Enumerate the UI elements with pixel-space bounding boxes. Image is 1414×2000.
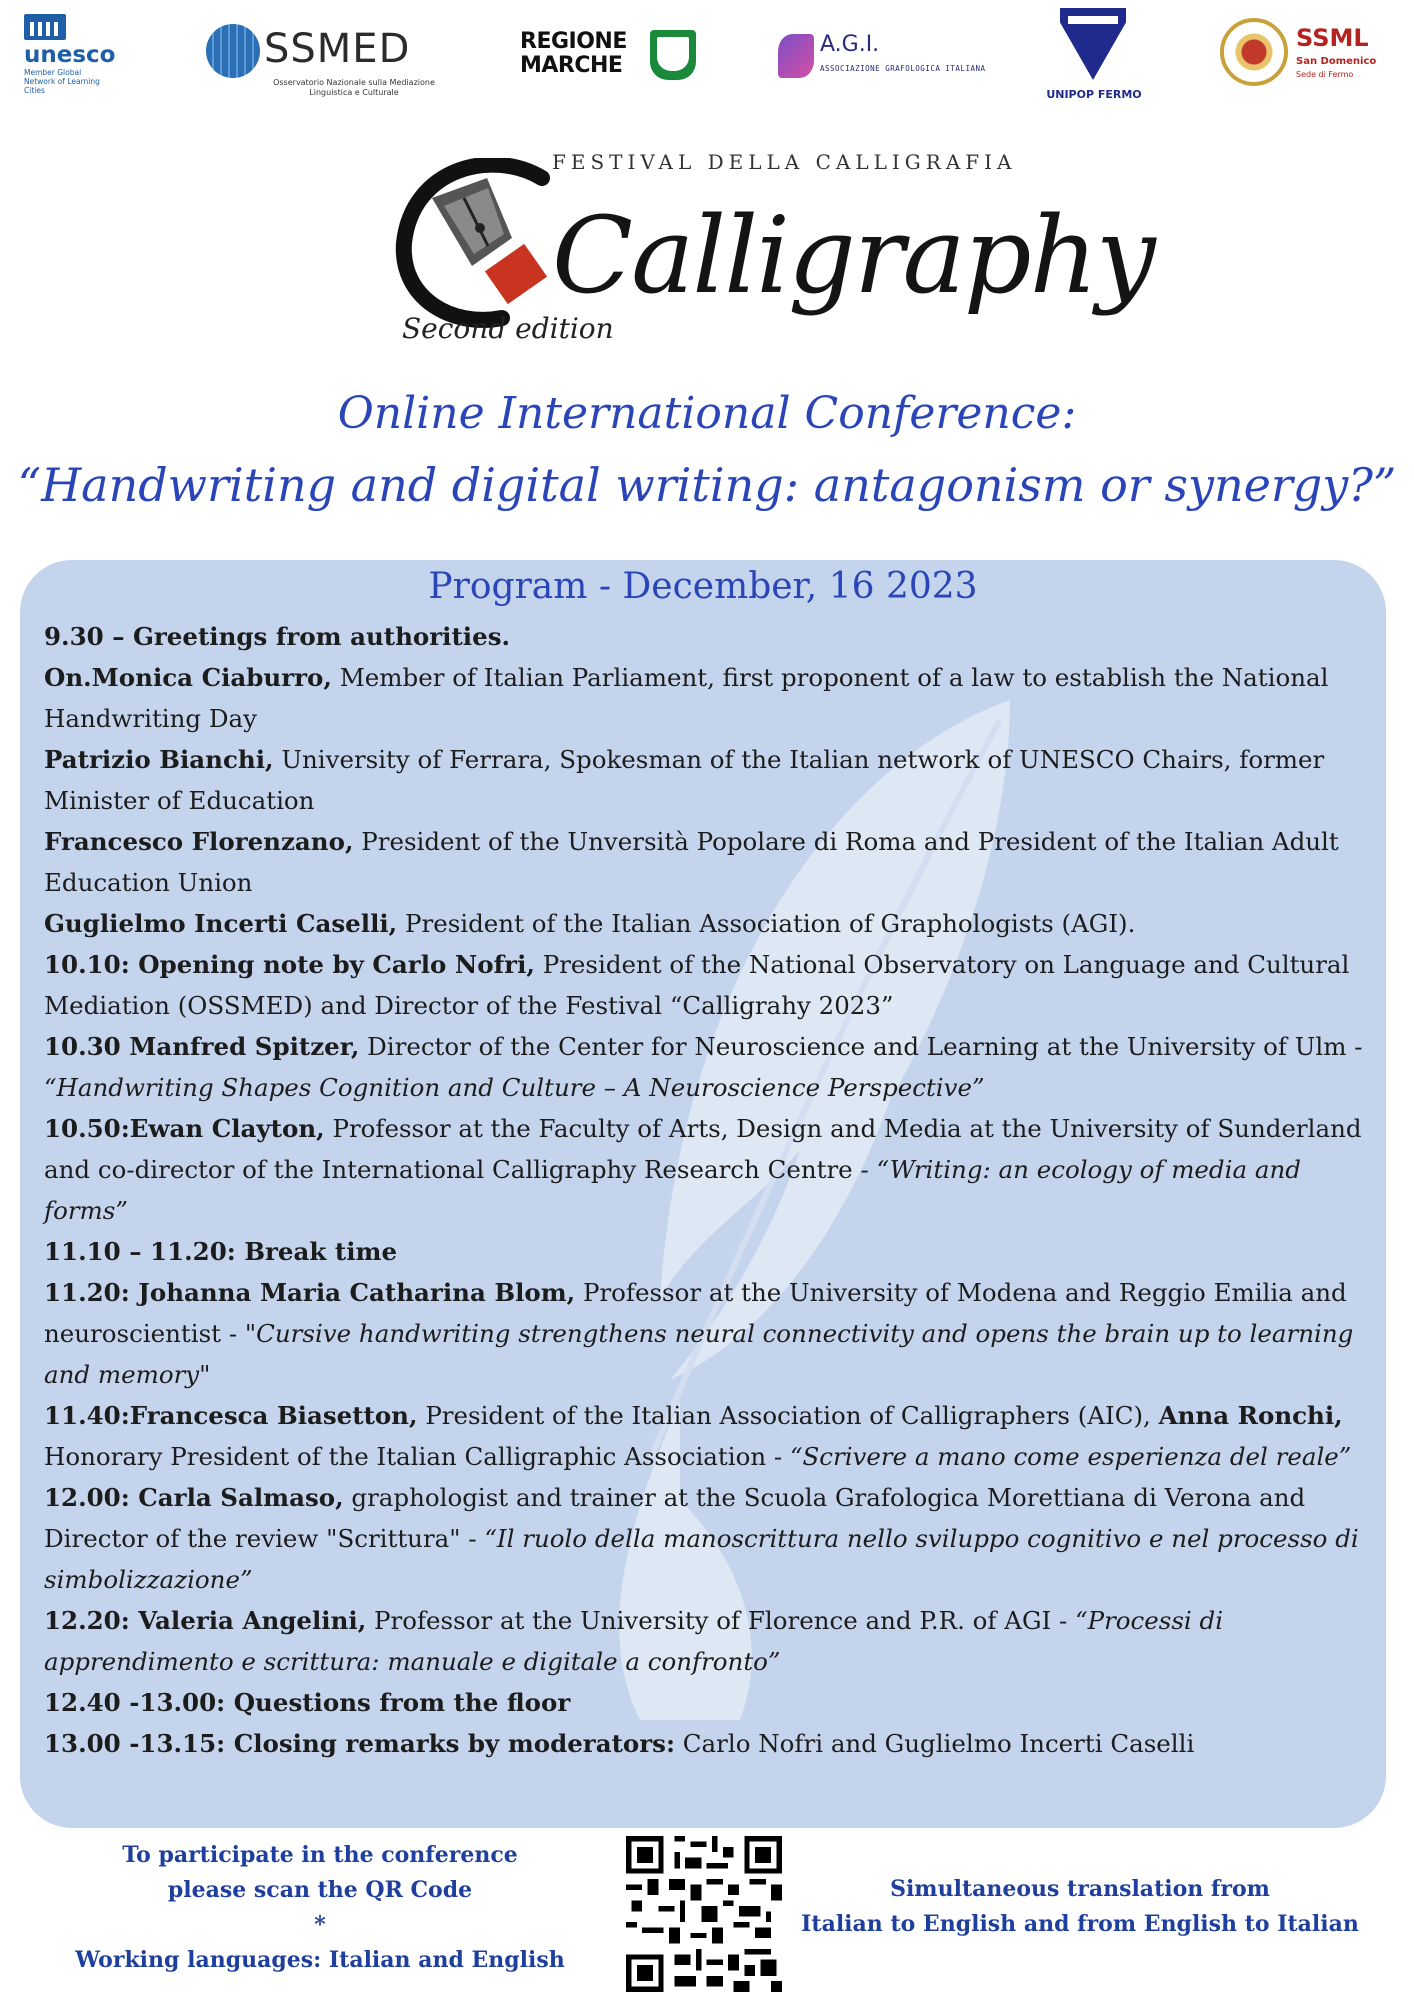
qr-code-icon[interactable] bbox=[626, 1836, 782, 1992]
program-item: 10.50:Ewan Clayton, Professor at the Faculty of Arts, Design and Media at the University of Sunderland and co-director of the International Calligraphy Research Centre - “Writing: an ecology of media and forms” bbox=[44, 1114, 1362, 1225]
unipop-name: UNIPOP FERMO bbox=[1046, 88, 1142, 101]
program-panel bbox=[20, 560, 1386, 1828]
program-item: 13.00 -13.15: Closing remarks by moderators: Carlo Nofri and Guglielmo Incerti Caselli bbox=[44, 1729, 1195, 1758]
festival-label: FESTIVAL DELLA CALLIGRAFIA bbox=[552, 150, 1017, 174]
translation-note bbox=[800, 1872, 1360, 1942]
translation-line2: Italian to English and from English to Italian bbox=[801, 1911, 1359, 1937]
program-item: Guglielmo Incerti Caselli, President of the Italian Association of Graphologists (AGI). bbox=[44, 909, 1136, 938]
unipop-fermo-logo bbox=[1042, 8, 1146, 112]
program-item: 10.30 Manfred Spitzer, Director of the Center for Neuroscience and Learning at the University of Ulm - “Handwriting Shapes Cognition and Culture – A Neuroscience Perspective” bbox=[44, 1032, 1363, 1102]
unesco-logo bbox=[24, 14, 146, 95]
ossmed-subtitle: Osservatorio Nazionale sulla Mediazione Linguistica e Culturale bbox=[273, 78, 435, 97]
regione-line2: MARCHE bbox=[520, 53, 623, 78]
unesco-temple-icon bbox=[24, 14, 66, 40]
program-item: Francesco Florenzano, President of the Unversità Popolare di Roma and President of the Italian Adult Education Union bbox=[44, 827, 1339, 897]
ssml-subtitle: San Domenico bbox=[1296, 56, 1377, 67]
participation-note bbox=[40, 1838, 600, 1978]
globe-icon bbox=[206, 24, 260, 78]
agi-subtitle: ASSOCIAZIONE GRAFOLOGICA ITALIANA bbox=[820, 64, 986, 73]
ssml-seat: Sede di Fermo bbox=[1296, 70, 1354, 79]
program-item: 11.20: Johanna Maria Catharina Blom, Professor at the University of Modena and Reggio Emilia and neuroscientist - "Cursive handwriting strengthens neural connectivity and opens the brain up to learning and memory" bbox=[44, 1278, 1354, 1389]
ossmed-logo bbox=[206, 20, 436, 104]
calligraphy-wordmark: Calligraphy bbox=[552, 194, 1154, 317]
ssml-logo bbox=[1220, 18, 1390, 98]
agi-profile-icon bbox=[778, 34, 814, 78]
agi-name: A.G.I. bbox=[820, 32, 880, 57]
participation-line2: please scan the QR Code bbox=[167, 1877, 473, 1903]
program-item: 12.00: Carla Salmaso, graphologist and trainer at the Scuola Grafologica Morettiana di Verona and Director of the review "Scrittura" - “Il ruolo della manoscrittura nello sviluppo cognitivo e nel processo di simbolizzazione” bbox=[44, 1483, 1359, 1594]
program-item: 12.40 -13.00: Questions from the floor bbox=[44, 1688, 571, 1717]
program-title: Program - December, 16 2023 bbox=[428, 566, 978, 607]
program-item: 9.30 – Greetings from authorities. bbox=[44, 622, 511, 651]
footer-separator: * bbox=[314, 1912, 326, 1938]
ossmed-name: SSMED bbox=[264, 26, 411, 72]
translation-line1: Simultaneous translation from bbox=[890, 1876, 1270, 1902]
ssml-seal-icon bbox=[1220, 18, 1288, 86]
conference-title: Online International Conference: bbox=[337, 388, 1077, 439]
program-item: 11.10 – 11.20: Break time bbox=[44, 1237, 398, 1266]
participation-line1: To participate in the conference bbox=[122, 1842, 518, 1868]
program-item: 12.20: Valeria Angelini, Professor at the University of Florence and P.R. of AGI - “Processi di apprendimento e scrittura: manuale e digitale a confronto” bbox=[44, 1606, 1224, 1676]
unesco-wordmark: unesco bbox=[24, 42, 116, 68]
program-item: Patrizio Bianchi, University of Ferrara, Spokesman of the Italian network of UNESCO Chairs, former Minister of Education bbox=[44, 745, 1325, 815]
program-item: 10.10: Opening note by Carlo Nofri, President of the National Observatory on Language and Cultural Mediation (OSSMED) and Director of the Festival “Calligrahy 2023” bbox=[44, 950, 1350, 1020]
program-item: On.Monica Ciaburro, Member of Italian Parliament, first proponent of a law to establish the National Handwriting Day bbox=[44, 663, 1329, 733]
shield-icon bbox=[650, 30, 696, 80]
regione-marche-logo bbox=[520, 30, 700, 84]
agi-logo bbox=[778, 32, 988, 82]
working-languages: Working languages: Italian and English bbox=[75, 1947, 565, 1973]
edition-label: Second edition bbox=[402, 312, 614, 345]
program-list bbox=[44, 616, 1374, 1764]
regione-line1: REGIONE bbox=[520, 29, 627, 54]
unipop-emblem-icon bbox=[1060, 8, 1126, 80]
unesco-member-text: Member Global Network of Learning Cities bbox=[24, 68, 100, 95]
program-item: 11.40:Francesca Biasetton, President of the Italian Association of Calligraphers (AIC), Anna Ronchi, Honorary President of the Italian Calligraphic Association - “Scrivere a mano come esperienza del reale” bbox=[44, 1401, 1352, 1471]
ssml-name: SSML bbox=[1296, 24, 1369, 52]
conference-subtitle: “Handwriting and digital writing: antagonism or synergy?” bbox=[17, 458, 1397, 512]
